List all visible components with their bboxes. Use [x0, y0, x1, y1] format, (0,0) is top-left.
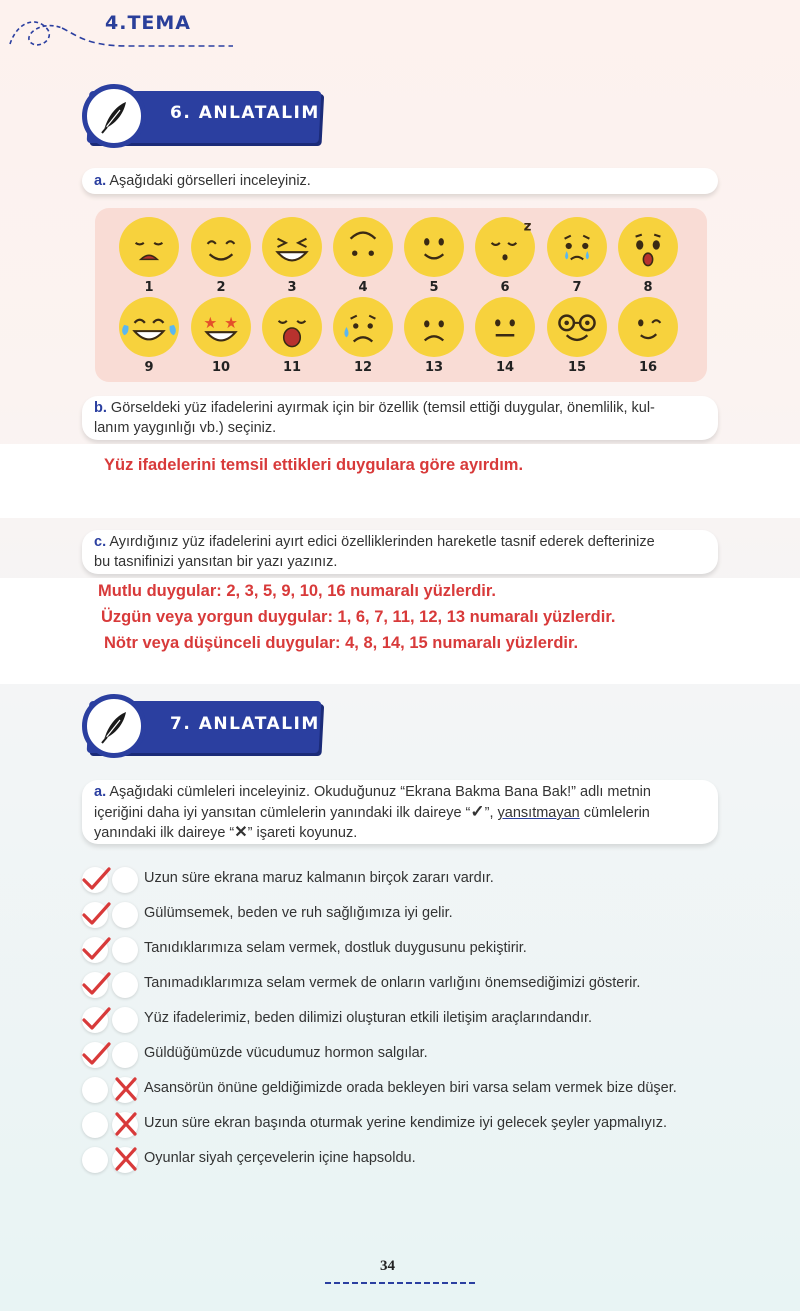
emoji-item — [400, 216, 468, 295]
emoji-number: 3 — [287, 280, 297, 295]
svg-text:★: ★ — [224, 314, 239, 333]
emoji-item — [543, 216, 611, 295]
emoji-item — [614, 296, 682, 375]
statement-text: Tanıdıklarımıza selam vermek, dostluk duygusunu pekiştirir. — [144, 940, 527, 956]
second-circle[interactable] — [112, 902, 138, 928]
feather-icon — [82, 84, 146, 148]
check-icon — [80, 863, 112, 895]
emoji-number: 13 — [424, 360, 444, 375]
answer-6c-line: Üzgün veya yorgun duygular: 1, 6, 7, 11, 12, 13 numaralı yüzlerdir. — [101, 608, 616, 626]
second-circle[interactable] — [112, 1007, 138, 1033]
cross-icon: ✕ — [234, 824, 248, 841]
statement-row — [78, 1041, 778, 1071]
emoji-number: 14 — [495, 360, 515, 375]
page-number: 34 — [380, 1258, 395, 1274]
footer-decoration — [325, 1280, 475, 1286]
statement-text: Yüz ifadelerimiz, beden dilimizi oluşturan etkili iletişim araçlarındandır. — [144, 1010, 593, 1026]
emoji-number: 2 — [216, 280, 226, 295]
theme-title: 4.TEMA — [105, 12, 191, 34]
section-6-badge — [82, 84, 320, 148]
answer-area-6b — [0, 444, 800, 518]
second-circle[interactable] — [112, 972, 138, 998]
check-icon — [80, 933, 112, 965]
emoji-item — [187, 216, 255, 295]
emoji-number: 8 — [643, 280, 653, 295]
emoji-item — [471, 216, 539, 295]
emoji-face-icon — [403, 296, 465, 358]
emoji-item — [115, 296, 183, 375]
statement-text: Asansörün önüne geldiğimizde orada bekleyen biri varsa selam vermek bize düşer. — [144, 1080, 677, 1096]
emoji-item — [614, 216, 682, 295]
statement-row — [78, 1076, 778, 1106]
svg-text:★: ★ — [203, 314, 218, 333]
second-circle[interactable] — [112, 937, 138, 963]
first-circle[interactable] — [82, 1112, 108, 1138]
answer-6c-line: Mutlu duygular: 2, 3, 5, 9, 10, 16 numaralı yüzlerdir. — [98, 582, 496, 600]
statement-row — [78, 901, 778, 931]
section-6-label: 6. ANLATALIM — [170, 103, 320, 123]
emoji-face-icon — [332, 296, 394, 358]
emoji-face-icon — [474, 216, 536, 278]
emoji-face-icon — [546, 296, 608, 358]
answer-area-6c — [0, 578, 800, 684]
statement-text: Oyunlar siyah çerçevelerin içine hapsoldu. — [144, 1150, 416, 1166]
statement-row — [78, 936, 778, 966]
statement-text: Uzun süre ekran başında oturmak yerine kendimize iyi gelecek şeyler yapmalıyız. — [144, 1115, 668, 1131]
statement-row — [78, 1111, 778, 1141]
instruction-6b: b. Görseldeki yüz ifadelerini ayırmak için bir özellik (temsil ettiği duygular, önemlilik, kul- lanım yaygınlığı vb.) seçiniz. — [82, 396, 718, 440]
emoji-number: 9 — [144, 360, 154, 375]
instruction-6c: c. Ayırdığınız yüz ifadelerini ayırt edici özelliklerinden hareketle tasnif ederek defterinize bu tasnifinizi yansıtan bir yazı yazınız. — [82, 530, 718, 574]
answer-6b: Yüz ifadelerini temsil ettikleri duygulara göre ayırdım. — [104, 456, 524, 474]
emoji-item — [543, 296, 611, 375]
emoji-number: 4 — [358, 280, 368, 295]
emoji-number: 1 — [144, 280, 154, 295]
emoji-face-icon — [617, 216, 679, 278]
emoji-face-icon — [118, 216, 180, 278]
first-circle[interactable] — [82, 1077, 108, 1103]
statement-row — [78, 1006, 778, 1036]
emoji-number: 11 — [282, 360, 302, 375]
emoji-face-icon — [118, 296, 180, 358]
instruction-7a: a. Aşağıdaki cümleleri inceleyiniz. Okuduğunuz “Ekrana Bakma Bana Bak!” adlı metnin içeriğini daha iyi yansıtan cümlelerin yanındaki ilk daireye “✓”, yansıtmayan cümlelerin yanındaki ilk daireye “✕” işareti koyunuz. — [82, 780, 718, 844]
emoji-face-icon — [403, 216, 465, 278]
emoji-face-icon — [474, 296, 536, 358]
statement-row — [78, 866, 778, 896]
emoji-face-icon — [617, 296, 679, 358]
emoji-panel — [95, 208, 707, 382]
statement-text: Tanımadıklarımıza selam vermek de onların varlığını önemsediğimizi gösterir. — [144, 975, 641, 991]
emoji-item — [471, 296, 539, 375]
cross-icon — [110, 1143, 142, 1175]
svg-text:z: z — [523, 219, 532, 235]
second-circle[interactable] — [112, 1042, 138, 1068]
emoji-number: 10 — [211, 360, 231, 375]
statement-text: Gülümsemek, beden ve ruh sağlığımıza iyi gelir. — [144, 905, 453, 921]
check-icon — [80, 968, 112, 1000]
emoji-item — [115, 216, 183, 295]
emoji-face-icon — [190, 296, 252, 358]
cross-icon — [110, 1073, 142, 1105]
emoji-face-icon — [332, 216, 394, 278]
section-7-badge — [82, 694, 320, 758]
emoji-face-icon — [546, 216, 608, 278]
check-icon: ✓ — [470, 802, 485, 821]
emoji-face-icon — [190, 216, 252, 278]
emoji-face-icon — [261, 216, 323, 278]
statement-text: Uzun süre ekrana maruz kalmanın birçok zararı vardır. — [144, 870, 494, 886]
emoji-item — [187, 296, 255, 375]
check-icon — [80, 898, 112, 930]
emoji-item — [258, 216, 326, 295]
emoji-item — [329, 216, 397, 295]
emoji-number: 7 — [572, 280, 582, 295]
emoji-number: 15 — [567, 360, 587, 375]
first-circle[interactable] — [82, 1147, 108, 1173]
check-icon — [80, 1038, 112, 1070]
emoji-item — [258, 296, 326, 375]
emoji-item — [329, 296, 397, 375]
emoji-item — [400, 296, 468, 375]
second-circle[interactable] — [112, 867, 138, 893]
emoji-face-icon — [261, 296, 323, 358]
instruction-6a: a. Aşağıdaki görselleri inceleyiniz. — [82, 168, 718, 194]
answer-6c-line: Nötr veya düşünceli duygular: 4, 8, 14, 15 numaralı yüzlerdir. — [104, 634, 579, 652]
statement-row — [78, 1146, 778, 1176]
check-icon — [80, 1003, 112, 1035]
section-7-label: 7. ANLATALIM — [170, 714, 320, 734]
emoji-number: 6 — [500, 280, 510, 295]
feather-icon — [82, 694, 146, 758]
cross-icon — [110, 1108, 142, 1140]
emoji-number: 16 — [638, 360, 658, 375]
statement-row — [78, 971, 778, 1001]
emoji-number: 5 — [429, 280, 439, 295]
statement-text: Güldüğümüzde vücudumuz hormon salgılar. — [144, 1045, 428, 1061]
emoji-number: 12 — [353, 360, 373, 375]
